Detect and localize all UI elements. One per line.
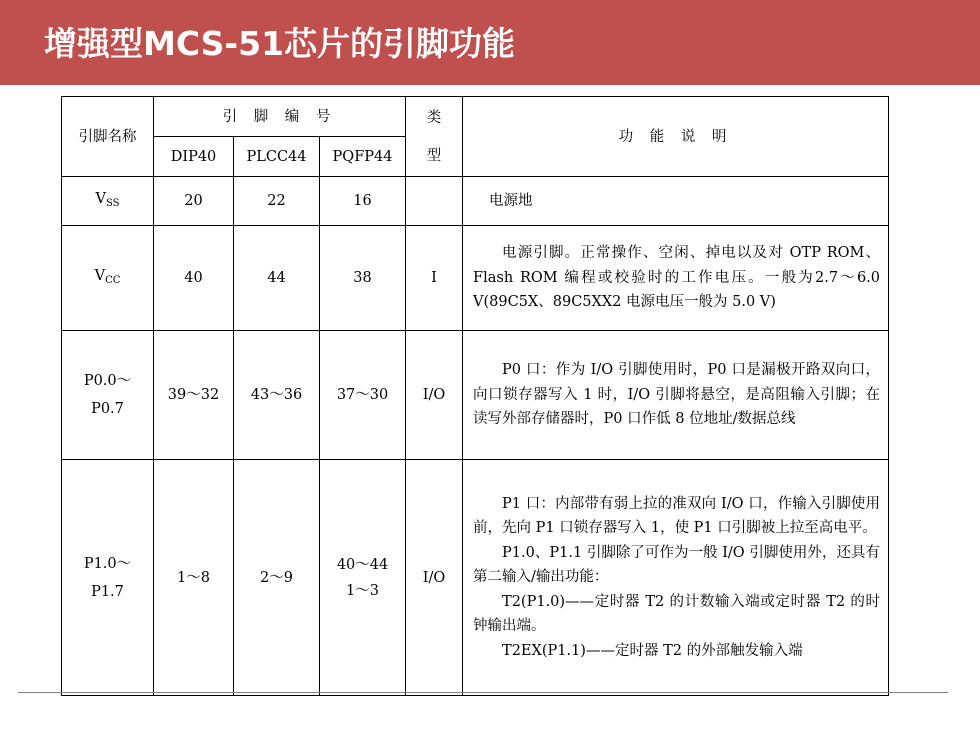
footer-divider [18,692,948,693]
cell-dip40: 1～8 [154,460,234,696]
cell-type: I/O [406,460,463,696]
header-plcc44: PLCC44 [234,137,320,177]
cell-function: P0 口：作为 I/O 引脚使用时，P0 口是漏极开路双向口，向口锁存器写入 1 时，I/O 引脚将悬空，是高阻输入引脚；在读写外部存储器时，P0 口作低 8 位地址/数据总线 [463,331,889,460]
pin-name-vcc: $V_{CC}$ [62,226,154,331]
pin-function-table [61,96,889,696]
title-banner [0,0,980,85]
header-dip40: DIP40 [154,137,234,177]
cell-plcc44: 43～36 [234,331,320,460]
cell-plcc44: 2～9 [234,460,320,696]
cell-pqfp44: 16 [320,177,406,226]
cell-pqfp44: 38 [320,226,406,331]
cell-function: P1 口：内部带有弱上拉的准双向 I/O 口，作输入引脚使用前，先向 P1 口锁存器写入 1，使 P1 口引脚被上拉至高电平。 P1.0、P1.1 引脚除了可作为一般 I/O 引脚使用外，还具有第二输入/输出功能： T2(P1.0)——定时器 T2 的计数输入端或定时器 T2 的时钟输出端。 T2EX(P1.1)——定时器 T2 的外部触发输入端 [463,460,889,696]
pin-name-p0: P0.0～ P0.7 [62,331,154,460]
cell-pqfp44: 37～30 [320,331,406,460]
cell-pqfp44: 40～44 1～3 [320,460,406,696]
cell-dip40: 40 [154,226,234,331]
cell-function: 电源引脚。正常操作、空闲、掉电以及对 OTP ROM、Flash ROM 编程或校验时的工作电压。一般为2.7～6.0 V(89C5X、89C5XX2 电源电压一般为 5.0 V) [463,226,889,331]
table-row [62,177,889,226]
table-row [62,331,889,460]
cell-plcc44: 22 [234,177,320,226]
cell-plcc44: 44 [234,226,320,331]
table-row [62,460,889,696]
table-header-row [62,97,889,137]
page-title: 增强型MCS-51芯片的引脚功能 [44,24,516,63]
pin-name-p1: P1.0～ P1.7 [62,460,154,696]
header-pin-name: 引脚名称 [62,97,154,177]
cell-dip40: 39～32 [154,331,234,460]
cell-dip40: 20 [154,177,234,226]
cell-function: 电源地 [463,177,889,226]
header-pqfp44: PQFP44 [320,137,406,177]
header-type: 类 型 [406,97,463,177]
header-pin-number: 引 脚 编 号 [154,97,406,137]
table-row [62,226,889,331]
cell-type: I/O [406,331,463,460]
pin-name-vss: $V_{SS}$ [62,177,154,226]
cell-type: I [406,226,463,331]
header-function: 功 能 说 明 [463,97,889,177]
cell-type [406,177,463,226]
